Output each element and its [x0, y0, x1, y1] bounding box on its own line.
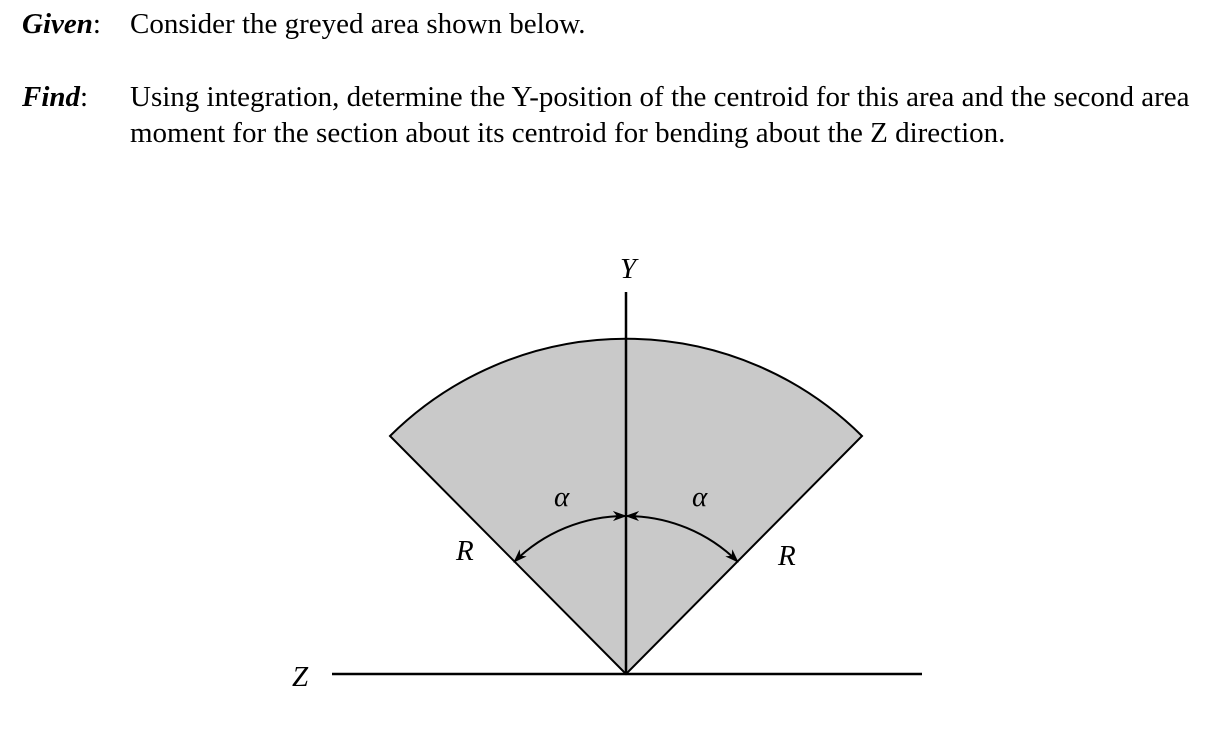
- radius-left-label: R: [456, 535, 474, 567]
- find-label: Find:: [22, 81, 89, 113]
- angle-right-label: α: [692, 481, 708, 513]
- angle-left-label: α: [554, 481, 570, 513]
- y-axis-label: Y: [620, 253, 637, 285]
- z-axis-label: Z: [292, 661, 309, 693]
- radius-right-label: R: [778, 540, 796, 572]
- find-text: Using integration, determine the Y-position of the centroid for this area and the second area moment for the section about its centroid for bending about the Z direction.: [130, 81, 1190, 149]
- given-label: Given:: [22, 8, 101, 40]
- given-text: Consider the greyed area shown below.: [130, 8, 586, 40]
